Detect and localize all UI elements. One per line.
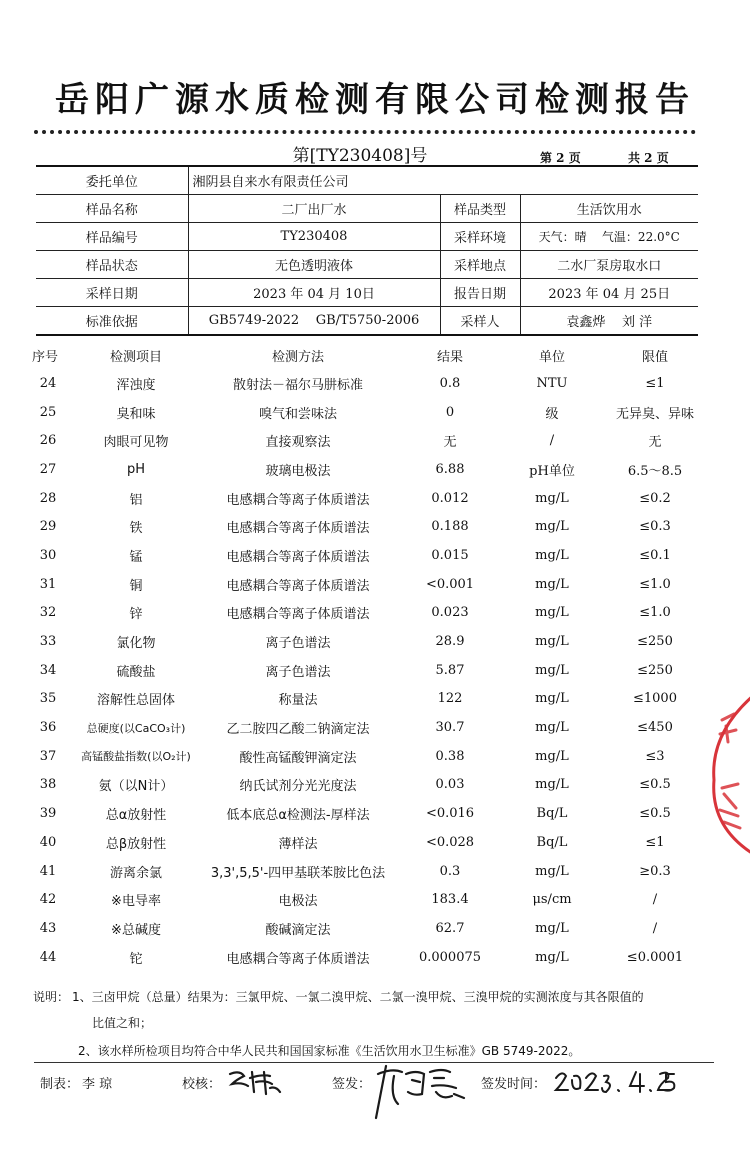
result-item-cell: 高锰酸盐指数(以O₂计) bbox=[81, 750, 191, 764]
result-limit-cell: ≤0.2 bbox=[639, 490, 671, 506]
result-unit-cell: mg/L bbox=[535, 863, 569, 879]
result-limit-cell: ≤0.3 bbox=[639, 519, 671, 535]
result-unit-cell: mg/L bbox=[535, 490, 569, 506]
result-result-cell: 0.000075 bbox=[418, 949, 482, 965]
result-method-cell: 电极法 bbox=[278, 894, 318, 910]
result-method-cell: 电感耦合等离子体质谱法 bbox=[226, 549, 370, 565]
result-result-cell: 5.87 bbox=[435, 662, 465, 678]
result-method-cell: 电感耦合等离子体质谱法 bbox=[226, 521, 370, 537]
standard-label: 标准依据 bbox=[36, 307, 188, 336]
state-label: 样品状态 bbox=[36, 251, 188, 279]
env-value: 天气：晴 气温：22.0°C bbox=[520, 223, 698, 251]
result-result-cell: 0 bbox=[445, 404, 455, 420]
result-row bbox=[24, 455, 710, 484]
result-item-cell: 铁 bbox=[129, 521, 143, 537]
result-result-cell: 30.7 bbox=[435, 720, 465, 736]
results-body bbox=[24, 369, 710, 971]
result-row bbox=[24, 656, 710, 685]
result-limit-cell: / bbox=[652, 892, 658, 908]
result-row bbox=[24, 369, 710, 398]
result-unit-cell: Bq/L bbox=[536, 834, 568, 850]
result-no-cell: 44 bbox=[39, 949, 57, 965]
result-result-cell: 0.3 bbox=[439, 863, 461, 879]
note-line-1b: 比值之和； bbox=[92, 1016, 153, 1030]
result-unit-cell: mg/L bbox=[535, 547, 569, 563]
result-unit-cell: mg/L bbox=[535, 634, 569, 650]
result-row bbox=[24, 943, 710, 972]
result-unit-cell: mg/L bbox=[535, 949, 569, 965]
result-method-cell: 离子色谱法 bbox=[265, 664, 331, 680]
result-unit-cell: pH单位 bbox=[529, 463, 575, 479]
result-limit-cell: ≥0.3 bbox=[639, 863, 671, 879]
result-row bbox=[24, 627, 710, 656]
checked-by-signature bbox=[226, 1066, 284, 1096]
result-item-cell: 氯化物 bbox=[116, 636, 156, 652]
prepared-by-label: 制表： bbox=[40, 1077, 80, 1092]
result-no-cell: 36 bbox=[39, 720, 57, 736]
result-unit-cell: mg/L bbox=[535, 576, 569, 592]
results-header-row bbox=[24, 341, 710, 369]
result-method-cell: 纳氏试剂分光光度法 bbox=[239, 779, 357, 795]
result-unit-cell: mg/L bbox=[535, 920, 569, 936]
sample-state-row bbox=[36, 251, 698, 279]
result-result-cell: 183.4 bbox=[431, 892, 469, 908]
sample-id-label: 样品编号 bbox=[36, 223, 188, 251]
result-no-cell: 28 bbox=[39, 490, 57, 506]
report-number: 第[TY230408]号 bbox=[292, 146, 428, 166]
result-no-cell: 38 bbox=[39, 777, 57, 793]
report-date-label: 报告日期 bbox=[440, 279, 520, 307]
result-item-cell: 铜 bbox=[129, 578, 143, 594]
result-method-cell: 酸性高锰酸钾滴定法 bbox=[239, 750, 357, 766]
page-number: 第 2 页 bbox=[540, 151, 581, 165]
result-result-cell: 0.188 bbox=[431, 519, 469, 535]
location-label: 采样地点 bbox=[440, 251, 520, 279]
result-unit-cell: mg/L bbox=[535, 777, 569, 793]
sampler-label: 采样人 bbox=[440, 307, 520, 336]
result-no-cell: 35 bbox=[39, 691, 57, 707]
result-result-cell: 28.9 bbox=[435, 634, 465, 650]
result-no-cell: 29 bbox=[39, 519, 57, 535]
total-pages: 共 2 页 bbox=[628, 151, 669, 165]
result-limit-cell: 无异臭、异味 bbox=[615, 406, 694, 422]
report-title: 岳阳广源水质检测有限公司检测报告 bbox=[55, 80, 695, 120]
result-unit-cell: μs/cm bbox=[532, 892, 572, 908]
result-limit-cell: ≤0.1 bbox=[639, 547, 671, 563]
result-limit-cell: ≤1 bbox=[645, 375, 665, 391]
result-row bbox=[24, 685, 710, 714]
result-result-cell: 62.7 bbox=[435, 920, 465, 936]
results-table bbox=[24, 341, 710, 971]
result-item-cell: 锌 bbox=[129, 607, 143, 623]
result-limit-cell: 6.5～8.5 bbox=[627, 463, 683, 479]
result-unit-cell: / bbox=[549, 433, 555, 449]
result-unit-cell: mg/L bbox=[535, 519, 569, 535]
sample-name-value: 二厂出厂水 bbox=[188, 195, 440, 223]
report-date-value: 2023 年 04 月 25日 bbox=[520, 279, 698, 307]
result-item-cell: 氨（以N计） bbox=[98, 779, 174, 795]
result-item-cell: ※总碱度 bbox=[111, 922, 161, 938]
result-unit-cell: mg/L bbox=[535, 691, 569, 707]
result-limit-cell: ≤1 bbox=[645, 834, 665, 850]
result-method-cell: 离子色谱法 bbox=[265, 636, 331, 652]
notes-label: 说明： bbox=[33, 990, 70, 1004]
client-row bbox=[36, 166, 698, 195]
result-row bbox=[24, 599, 710, 628]
result-method-cell: 称量法 bbox=[278, 693, 318, 709]
result-no-cell: 26 bbox=[39, 433, 57, 449]
result-limit-cell: / bbox=[652, 920, 658, 936]
note-line-2: 2、该水样所检项目均符合中华人民共和国国家标准《生活饮用水卫生标准》GB 5749-2022。 bbox=[78, 1044, 581, 1058]
result-result-cell: <0.016 bbox=[425, 806, 475, 822]
result-item-cell: 总α放射性 bbox=[105, 808, 167, 824]
sample-id-value: TY230408 bbox=[188, 223, 440, 251]
result-row bbox=[24, 799, 710, 828]
sample-name-row bbox=[36, 195, 698, 223]
sample-date-value: 2023 年 04 月 10日 bbox=[188, 279, 440, 307]
result-unit-cell: mg/L bbox=[535, 720, 569, 736]
result-row bbox=[24, 828, 710, 857]
result-no-cell: 24 bbox=[39, 375, 57, 391]
sample-info-table bbox=[36, 165, 698, 336]
result-method-cell: 直接观察法 bbox=[265, 435, 331, 451]
result-row bbox=[24, 398, 710, 427]
client-label: 委托单位 bbox=[36, 166, 188, 195]
result-limit-cell: ≤3 bbox=[645, 748, 665, 764]
result-unit-cell: mg/L bbox=[535, 662, 569, 678]
result-method-cell: 嗅气和尝味法 bbox=[258, 406, 337, 422]
result-row bbox=[24, 742, 710, 771]
result-unit-cell: Bq/L bbox=[536, 806, 568, 822]
result-method-cell: 电感耦合等离子体质谱法 bbox=[226, 492, 370, 508]
result-method-cell: 低本底总α检测法-厚样法 bbox=[226, 808, 370, 824]
result-unit-cell: 级 bbox=[545, 406, 559, 422]
result-method-cell: 散射法－福尔马肼标准 bbox=[232, 377, 363, 393]
sample-name-label: 样品名称 bbox=[36, 195, 188, 223]
note-line-1: 1、三卤甲烷（总量）结果为：三氯甲烷、一氯二溴甲烷、二氯一溴甲烷、三溴甲烷的实测浓度与其各限值的 bbox=[72, 990, 644, 1004]
result-item-cell: ※电导率 bbox=[111, 894, 161, 910]
result-item-cell: pH bbox=[126, 461, 146, 477]
result-row bbox=[24, 541, 710, 570]
official-stamp bbox=[700, 690, 750, 860]
result-limit-cell: ≤0.0001 bbox=[626, 949, 684, 965]
standard-row bbox=[36, 307, 698, 336]
result-item-cell: 硫酸盐 bbox=[116, 664, 156, 680]
result-limit-cell: ≤1.0 bbox=[639, 605, 671, 621]
result-method-cell: 电感耦合等离子体质谱法 bbox=[226, 578, 370, 594]
col-header-method: 检测方法 bbox=[271, 349, 324, 365]
result-limit-cell: ≤1.0 bbox=[639, 576, 671, 592]
result-no-cell: 37 bbox=[39, 748, 57, 764]
issued-by-label: 签发： bbox=[332, 1077, 372, 1092]
result-item-cell: 锰 bbox=[129, 549, 143, 565]
result-limit-cell: ≤450 bbox=[637, 720, 673, 736]
standard-value: GB5749-2022 GB/T5750-2006 bbox=[188, 307, 440, 336]
client-value: 湘阴县自来水有限责任公司 bbox=[188, 166, 698, 195]
result-row bbox=[24, 771, 710, 800]
sample-type-value: 生活饮用水 bbox=[520, 195, 698, 223]
result-method-cell: 玻璃电极法 bbox=[265, 463, 331, 479]
result-result-cell: 0.015 bbox=[431, 547, 469, 563]
result-method-cell: 3,3',5,5'-四甲基联苯胺比色法 bbox=[210, 865, 386, 881]
result-method-cell: 薄样法 bbox=[278, 836, 318, 852]
sample-type-label: 样品类型 bbox=[440, 195, 520, 223]
result-item-cell: 铊 bbox=[129, 951, 143, 967]
result-item-cell: 总β放射性 bbox=[105, 836, 167, 852]
result-result-cell: 6.88 bbox=[435, 461, 465, 477]
result-method-cell: 乙二胺四乙酸二钠滴定法 bbox=[226, 722, 370, 738]
result-no-cell: 34 bbox=[39, 662, 57, 678]
result-no-cell: 32 bbox=[39, 605, 57, 621]
result-method-cell: 酸碱滴定法 bbox=[265, 922, 331, 938]
result-item-cell: 浑浊度 bbox=[116, 377, 156, 393]
result-result-cell: 0.023 bbox=[431, 605, 469, 621]
result-item-cell: 游离余氯 bbox=[109, 865, 162, 881]
result-row bbox=[24, 885, 710, 914]
result-method-cell: 电感耦合等离子体质谱法 bbox=[226, 607, 370, 623]
result-result-cell: <0.001 bbox=[425, 576, 475, 592]
result-unit-cell: mg/L bbox=[535, 748, 569, 764]
result-no-cell: 42 bbox=[39, 892, 57, 908]
result-result-cell: 0.38 bbox=[435, 748, 465, 764]
result-limit-cell: 无 bbox=[648, 435, 662, 451]
result-item-cell: 臭和味 bbox=[116, 406, 156, 422]
result-no-cell: 25 bbox=[39, 404, 57, 420]
result-no-cell: 30 bbox=[39, 547, 57, 563]
col-header-no: 序号 bbox=[32, 349, 59, 365]
issued-by-signature bbox=[372, 1060, 472, 1120]
result-result-cell: 0.012 bbox=[431, 490, 469, 506]
col-header-unit: 单位 bbox=[538, 349, 565, 365]
result-no-cell: 39 bbox=[39, 806, 57, 822]
env-label: 采样环境 bbox=[440, 223, 520, 251]
result-no-cell: 27 bbox=[39, 461, 57, 477]
date-row bbox=[36, 279, 698, 307]
result-no-cell: 31 bbox=[39, 576, 57, 592]
sample-date-label: 采样日期 bbox=[36, 279, 188, 307]
col-header-limit: 限值 bbox=[641, 349, 668, 365]
result-method-cell: 电感耦合等离子体质谱法 bbox=[226, 951, 370, 967]
result-item-cell: 铝 bbox=[129, 492, 143, 508]
result-limit-cell: ≤1000 bbox=[633, 691, 677, 707]
result-limit-cell: ≤0.5 bbox=[639, 777, 671, 793]
sampler-value: 袁鑫烨 刘 洋 bbox=[520, 307, 698, 336]
result-result-cell: 0.8 bbox=[439, 375, 461, 391]
result-unit-cell: NTU bbox=[536, 375, 568, 391]
result-row bbox=[24, 570, 710, 599]
result-row bbox=[24, 914, 710, 943]
result-no-cell: 41 bbox=[39, 863, 57, 879]
result-row bbox=[24, 426, 710, 455]
result-no-cell: 40 bbox=[39, 834, 57, 850]
result-item-cell: 肉眼可见物 bbox=[103, 435, 169, 451]
result-result-cell: 122 bbox=[437, 691, 463, 707]
result-result-cell: 无 bbox=[443, 435, 457, 451]
result-limit-cell: ≤250 bbox=[637, 662, 673, 678]
result-no-cell: 33 bbox=[39, 634, 57, 650]
result-unit-cell: mg/L bbox=[535, 605, 569, 621]
result-limit-cell: ≤0.5 bbox=[639, 806, 671, 822]
issued-time-handwritten bbox=[552, 1066, 682, 1096]
checked-by-label: 校核： bbox=[182, 1077, 222, 1092]
result-row bbox=[24, 713, 710, 742]
title-divider bbox=[34, 130, 696, 134]
result-item-cell: 总硬度(以CaCO₃计) bbox=[86, 721, 186, 735]
col-header-result: 结果 bbox=[436, 349, 463, 365]
issued-time-label: 签发时间： bbox=[481, 1077, 547, 1092]
result-limit-cell: ≤250 bbox=[637, 634, 673, 650]
prepared-by-name: 李 琼 bbox=[82, 1077, 113, 1092]
result-row bbox=[24, 484, 710, 513]
sample-id-row bbox=[36, 223, 698, 251]
result-no-cell: 43 bbox=[39, 920, 57, 936]
result-result-cell: <0.028 bbox=[425, 834, 475, 850]
result-item-cell: 溶解性总固体 bbox=[96, 693, 175, 709]
result-row bbox=[24, 857, 710, 886]
state-value: 无色透明液体 bbox=[188, 251, 440, 279]
result-row bbox=[24, 512, 710, 541]
result-result-cell: 0.03 bbox=[435, 777, 465, 793]
location-value: 二水厂泵房取水口 bbox=[520, 251, 698, 279]
col-header-item: 检测项目 bbox=[109, 349, 162, 365]
